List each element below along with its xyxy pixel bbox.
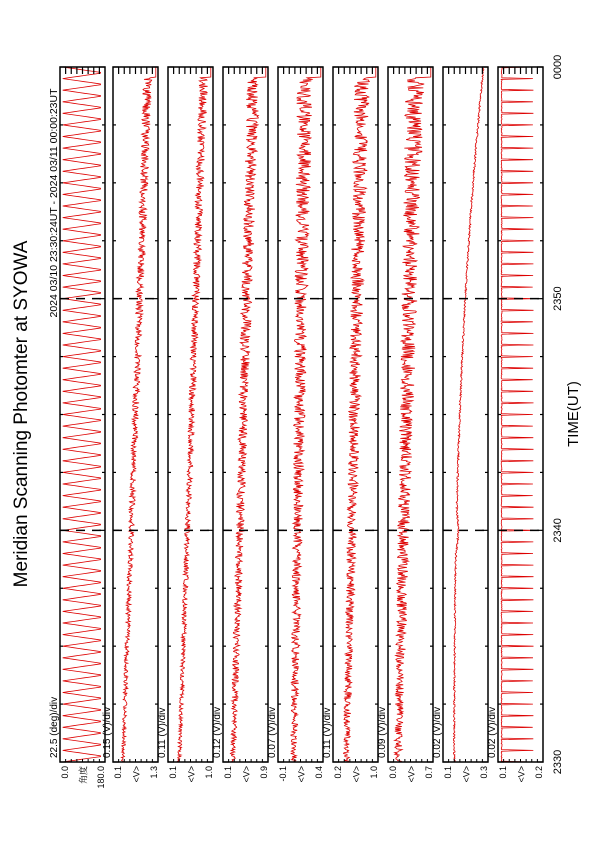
panel-9-scale-label: 0.02 (V)/div xyxy=(487,706,498,758)
panel-1-ymax-label: 180.0 xyxy=(96,766,106,789)
panel-6 xyxy=(322,67,379,783)
panel-9-ymin-label: 0.1 xyxy=(498,766,508,779)
panel-3 xyxy=(157,67,214,783)
x-tick-label-2340: 2340 xyxy=(552,518,564,543)
panel-1-box xyxy=(60,67,105,762)
panel-7-unit-label: <V> xyxy=(406,766,417,783)
panel-4-ymin-label: 0.1 xyxy=(223,766,233,779)
panel-9 xyxy=(487,67,544,783)
panel-8-scale-label: 0.02 (V)/div xyxy=(432,706,443,758)
panel-6-ymax-label: 1.0 xyxy=(369,766,379,779)
panel-8-trace xyxy=(453,67,483,762)
panel-6-scale-label: 0.11 (V)/div xyxy=(322,707,333,758)
chart-subtitle: 2024 03/10 23:30:24UT - 2024 03/11 00:00:23UT xyxy=(48,88,60,318)
x-axis-label: TIME(UT) xyxy=(565,381,582,447)
panel-7-ymax-label: 0.7 xyxy=(424,766,434,779)
panel-3-box xyxy=(168,67,213,762)
panel-4-unit-label: <V> xyxy=(241,766,252,783)
panel-4-trace xyxy=(230,67,265,762)
panel-5 xyxy=(267,67,324,783)
panel-7-scale-label: 0.09 (V)/div xyxy=(377,706,388,758)
panel-8-unit-label: <V> xyxy=(461,766,472,783)
panel-5-scale-label: 0.07 (V)/div xyxy=(267,706,278,758)
panel-3-scale-label: 0.11 (V)/div xyxy=(157,707,168,758)
panel-4-scale-label: 0.12 (V)/div xyxy=(212,706,223,758)
panel-7-ymin-label: 0.0 xyxy=(388,766,398,779)
panel-3-ymax-label: 1.0 xyxy=(204,766,214,779)
panel-8 xyxy=(432,67,489,783)
panel-8-box xyxy=(443,67,488,762)
panel-5-ymax-label: 0.4 xyxy=(314,766,324,779)
panel-9-trace xyxy=(501,67,533,762)
x-tick-labels xyxy=(552,55,564,774)
x-tick-label-2330: 2330 xyxy=(552,749,564,775)
panel-5-ymin-label: -0.1 xyxy=(278,766,288,782)
panel-6-trace xyxy=(344,67,376,762)
panel-1-trace xyxy=(63,67,101,762)
panel-6-box xyxy=(333,67,378,762)
panel-7-trace xyxy=(395,67,431,762)
x-tick-label-2350: 2350 xyxy=(552,286,564,311)
panel-2-ymin-label: 0.1 xyxy=(113,766,123,779)
panel-8-ymax-label: 0.3 xyxy=(479,766,489,779)
panel-6-ymin-label: 0.2 xyxy=(333,766,343,779)
panel-1-unit-label: 角度 xyxy=(78,766,89,785)
panel-2 xyxy=(102,67,159,783)
panel-2-unit-label: <V> xyxy=(131,766,142,783)
panel-9-unit-label: <V> xyxy=(516,766,527,783)
panel-3-unit-label: <V> xyxy=(186,766,197,783)
panel-4-ymax-label: 0.9 xyxy=(259,766,269,779)
panel-5-trace xyxy=(291,67,321,762)
panels xyxy=(49,67,544,789)
panel-3-ymin-label: 0.1 xyxy=(168,766,178,779)
panel-8-ymin-label: 0.1 xyxy=(443,766,453,779)
panel-6-unit-label: <V> xyxy=(351,766,362,783)
panel-1-ymin-label: 0.0 xyxy=(60,766,70,779)
panel-5-unit-label: <V> xyxy=(296,766,307,783)
panel-9-ymax-label: 0.2 xyxy=(534,766,544,779)
chart-title: Meridian Scanning Photomter at SYOWA xyxy=(11,240,32,588)
panel-1-scale-label: 22.5 (deg)/div xyxy=(49,696,60,758)
x-tick-label-0000: 0000 xyxy=(552,54,564,80)
panel-4 xyxy=(212,67,269,783)
panel-3-trace xyxy=(178,67,211,762)
panel-2-trace xyxy=(122,67,156,762)
panel-2-scale-label: 0.15 (V)/div xyxy=(102,706,113,758)
panel-2-ymax-label: 1.3 xyxy=(149,766,159,779)
panel-7 xyxy=(377,67,434,783)
